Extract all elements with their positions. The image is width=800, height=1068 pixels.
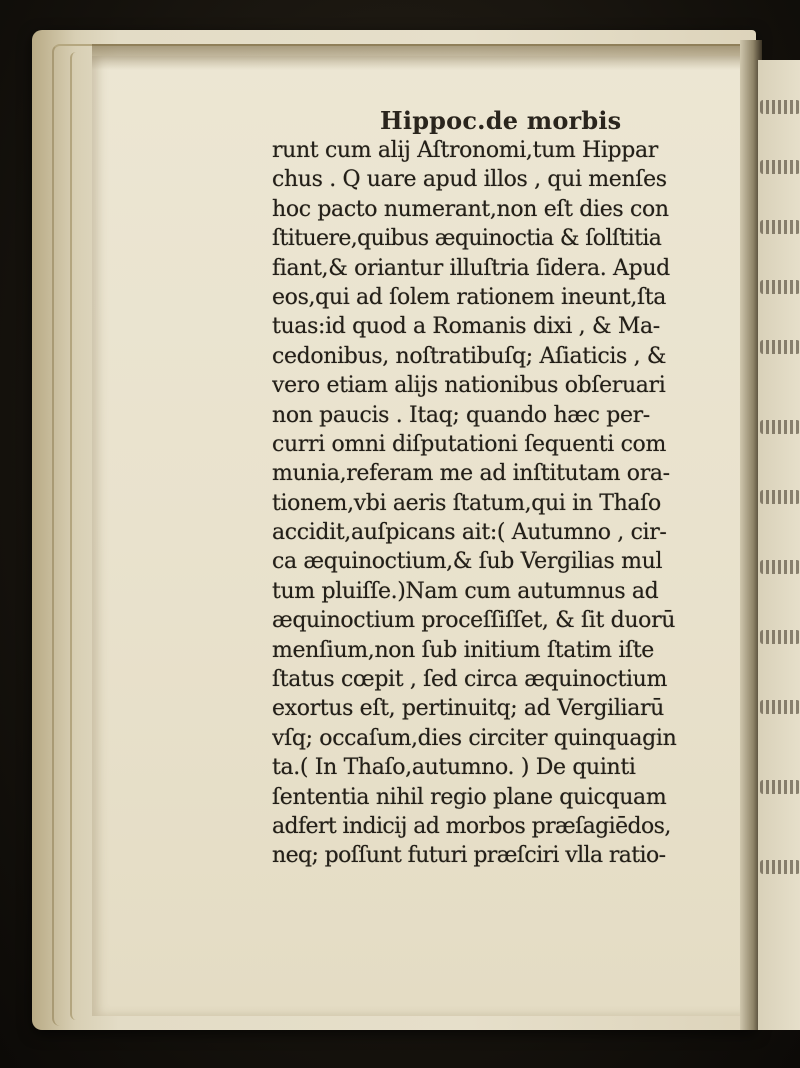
text-line: cedonibus, noſtratibuſq; Aſiaticis , & [272,343,667,369]
text-line: curri omni diſputationi ſequenti com [272,431,666,457]
text-line: vſq; occaſum,dies circiter quinquagin [272,725,677,751]
bleed-through-mark [760,630,800,644]
text-line: chus . Q uare apud illos , qui menſes [272,167,667,193]
bleed-through-mark [760,420,800,434]
bleed-through-mark [760,700,800,714]
text-line: ſententia nihil regio plane quicquam [272,784,667,810]
bleed-through-mark [760,780,800,794]
text-line: fiant,& oriantur illuſtria ſidera. Apud [272,255,670,281]
bleed-through-mark [760,340,800,354]
bleed-through-mark [760,860,800,874]
running-head: Hippoc.de morbis [380,106,622,135]
text-line: tuas:id quod a Romanis dixi , & Ma- [272,314,660,340]
text-line: ſtatus cœpit , ſed circa æquinoctium [272,667,667,693]
text-line: exortus eſt, pertinuitq; ad Vergiliarū [272,696,664,722]
text-line: runt cum alij Aſtronomi,tum Hippar [272,138,658,163]
bleed-through-mark [760,220,800,234]
text-line: hoc pacto numerant,non eſt dies con [272,196,669,222]
body-text [272,136,724,871]
text-line: munia,referam me ad inſtitutam ora- [272,461,670,487]
text-line: ca æquinoctium,& ſub Vergilias mul [272,549,663,575]
bleed-through-mark [760,560,800,574]
text-line: tionem,vbi aeris ſtatum,qui in Thaſo [272,490,661,516]
text-line: neq; poſſunt futuri præſciri vlla ratio- [272,843,666,869]
text-line: vero etiam alijs nationibus obſeruari [272,373,666,399]
bleed-through-mark [760,490,800,504]
text-line: æquinoctium proceſſiſſet, & ſit duorū [272,608,676,634]
text-line: tum pluiſſe.)Nam cum autumnus ad [272,578,659,604]
text-line: adfert indicij ad morbos præſagiēdos, [272,813,671,839]
facing-page-edge [758,60,800,1030]
text-line: menſium,non ſub initium ſtatim iſte [272,637,654,663]
text-line: eos,qui ad ſolem rationem ineunt,ſta [272,284,667,310]
text-line: ſtituere,quibus æquinoctia & ſolſtitia [272,226,662,252]
bleed-through-mark [760,100,800,114]
text-line: non paucis . Itaq; quando hæc per- [272,402,650,428]
text-line: ta.( In Thaſo,autumno. ) De quinti [272,755,636,781]
bleed-through-mark [760,160,800,174]
text-line: accidit,auſpicans ait:( Autumno , cir- [272,520,667,546]
page-stain [92,44,744,70]
bleed-through-mark [760,280,800,294]
